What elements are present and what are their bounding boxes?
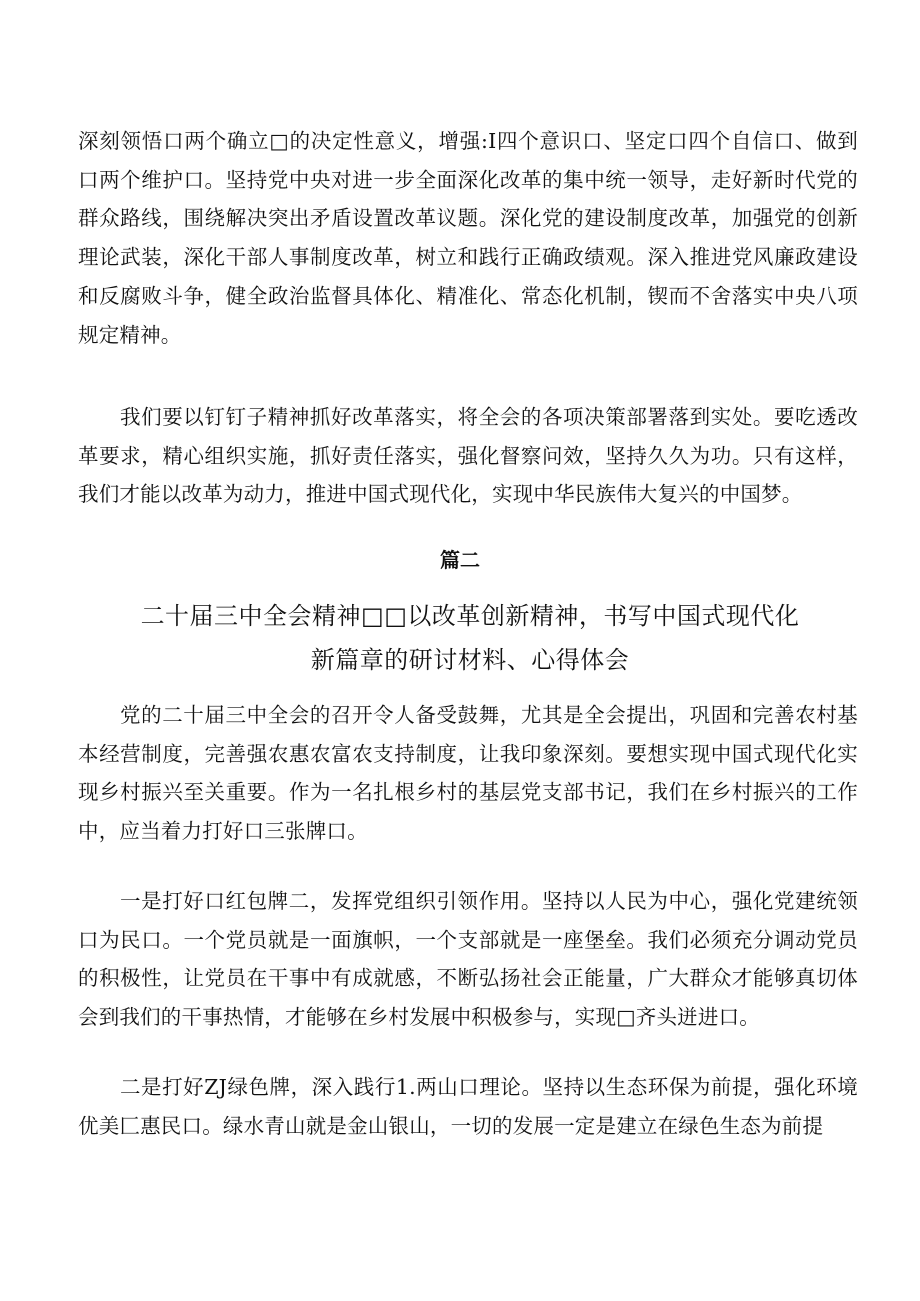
- paragraph-5: 二是打好ZJ绿色牌，深入践行1.两山口理论。坚持以生态环保为前提，强化环境优美匚惠民口。绿水青山就是金山银山，一切的发展一定是建立在绿色生态为前提: [78, 1075, 858, 1138]
- section-label: 篇二: [440, 548, 480, 572]
- title-line-1: 二十届三中全会精神□□以改革创新精神，书写中国式现代化: [140, 602, 800, 630]
- paragraph-4: 一是打好口红包牌二，发挥党组织引领作用。坚持以人民为中心，强化党建统领口为民口。一个党员就是一面旗帜，一个支部就是一座堡垒。我们必须充分调动党员的积极性，让党员在干事中有成就感，不断弘扬社会正能量，广大群众才能够真切体会到我们的干事热情，才能够在乡村发展中积极参与，实现□齐头迸进口。: [78, 889, 858, 1030]
- paragraph-3: 党的二十届三中全会的召开令人备受鼓舞，尤其是全会提出，巩固和完善农村基本经营制度，完善强农惠农富农支持制度，让我印象深刻。要想实现中国式现代化实现乡村振兴至关重要。作为一名扎根乡村的基层党支部书记，我们在乡村振兴的工作中，应当着力打好口三张牌口。: [78, 703, 858, 844]
- title-line-2: 新篇章的研讨材料、心得体会: [310, 646, 630, 674]
- paragraph-1: 深刻领悟口两个确立□的决定性意义，增强:I四个意识口、坚定口四个自信口、做到口两个维护口。坚持党中央对进一步全面深化改革的集中统一领导，走好新时代党的群众路线，围绕解决突出矛盾设置改革议题。深化党的建设制度改革，加强党的创新理论武装，深化干部人事制度改革，树立和践行正确政绩观。深入推进党风廉政建设和反腐败斗争，健全政治监督具体化、精准化、常态化机制，锲而不舍落实中央八项规定精神。: [78, 129, 858, 347]
- paragraph-2: 我们要以钉钉子精神抓好改革落实，将全会的各项决策部署落到实处。要吃透改革要求，精心组织实施，抓好责任落实，强化督察问效，坚持久久为功。只有这样，我们才能以改革为动力，推进中国式现代化，实现中华民族伟大复兴的中国梦。: [78, 405, 858, 507]
- document-title: [0, 594, 920, 682]
